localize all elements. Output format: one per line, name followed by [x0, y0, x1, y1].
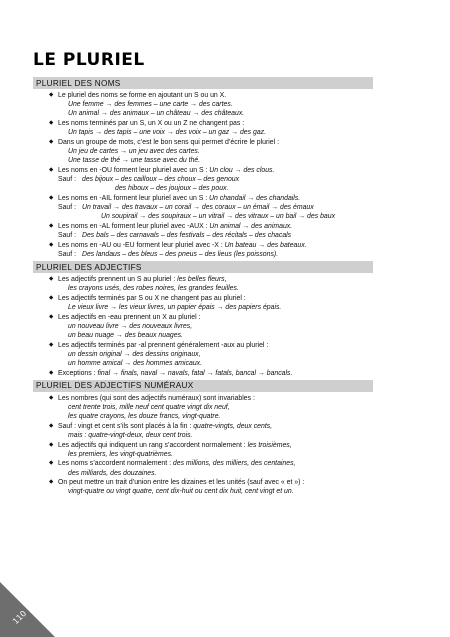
exception-line — [58, 203, 373, 212]
list-item — [33, 394, 373, 422]
rule-line — [58, 222, 373, 231]
diamond-bullet-icon: ◆ — [49, 313, 54, 320]
page-corner — [0, 582, 55, 637]
example-text: les quatre crayons, les douze francs, vingt-quatre. — [68, 413, 221, 421]
diamond-bullet-icon: ◆ — [49, 460, 54, 467]
exception-line — [58, 175, 373, 184]
diamond-bullet-icon: ◆ — [49, 394, 54, 401]
example-text: un homme amical → des hommes amicaux. — [68, 360, 203, 367]
list-item — [33, 341, 373, 369]
example-text: Un chandail → des chandails. — [209, 194, 301, 202]
rule-text: Dans un groupe de mots, c’est le bon sens qui permet d’écrire le pluriel : — [58, 138, 279, 146]
example-text: Un animal → des animaux – un château → des châteaux. — [68, 110, 245, 118]
section-list — [33, 394, 373, 497]
exception-label: Sauf : — [58, 250, 77, 258]
example-text: des bijoux – des cailloux – des choux – des genoux — [82, 176, 240, 183]
rule-line — [58, 441, 373, 450]
page-content — [33, 50, 373, 497]
example-text: quatre-vingts, deux cents, — [193, 422, 273, 430]
list-item — [33, 459, 373, 477]
diamond-bullet-icon: ◆ — [49, 369, 54, 376]
section-heading: PLURIEL DES ADJECTIFS NUMÉRAUX — [33, 380, 373, 392]
example-text: Le vieux livre → les vieux livres, un papier épais → des papiers épais. — [68, 304, 282, 311]
example-text: des milliards, des douzaines. — [68, 469, 157, 477]
exception-label: Sauf : — [58, 204, 77, 211]
example-text: mais : quatre-vingt-deux, deux cent trois. — [68, 432, 193, 439]
example-text: final → finals, naval → navals, fatal → fatals, bancal → bancals. — [97, 369, 293, 377]
exception-line — [58, 250, 373, 259]
rule-line — [58, 369, 373, 378]
list-item — [33, 313, 373, 341]
rule-text: Sauf : vingt et cent s’ils sont placés à la fin : — [58, 422, 194, 430]
page-number: 110 — [11, 608, 29, 627]
rule-text: Les noms en -OU forment leur pluriel avec un S : — [58, 166, 210, 174]
rule-text: Exceptions : — [58, 369, 98, 377]
list-item — [33, 478, 373, 496]
diamond-bullet-icon: ◆ — [49, 422, 54, 429]
example-text: un dessin original → des dessins originaux, — [68, 350, 201, 358]
list-item — [33, 119, 373, 137]
list-item — [33, 441, 373, 459]
rule-text: Les noms s’accordent normalement : — [58, 460, 173, 468]
rule-text: Le pluriel des noms se forme en ajoutant un S ou un X. — [58, 92, 227, 99]
rule-text: Les adjectifs en -eau prennent un X au pluriel : — [58, 313, 201, 321]
list-item — [33, 222, 373, 240]
section-list — [33, 91, 373, 259]
diamond-bullet-icon: ◆ — [49, 166, 54, 173]
example-text: Un tapis → des tapis – une voix → des voix – un gaz → des gaz. — [68, 129, 267, 137]
rule-text: Les adjectifs terminés par S ou X ne changent pas au pluriel : — [58, 294, 246, 302]
list-item — [33, 166, 373, 194]
diamond-bullet-icon: ◆ — [49, 222, 54, 229]
page-title: LE PLURIEL — [33, 50, 145, 70]
section-heading: PLURIEL DES NOMS — [33, 77, 373, 89]
diamond-bullet-icon: ◆ — [49, 120, 54, 126]
example-text: Une tasse de thé → une tasse avec du thé. — [68, 157, 201, 165]
list-item — [33, 369, 373, 378]
rule-text: Les adjectifs qui indiquent un rang s’accordent normalement : — [58, 441, 248, 449]
list-item — [33, 194, 373, 222]
rule-line — [58, 241, 373, 250]
section-heading: PLURIEL DES ADJECTIFS — [33, 261, 373, 273]
example-text: les premiers, les vingt-quatrièmes. — [68, 450, 173, 458]
rule-text: Les noms en -AU ou -EU forment leur pluriel avec -X : — [58, 241, 225, 249]
diamond-bullet-icon: ◆ — [49, 92, 54, 98]
diamond-bullet-icon: ◆ — [49, 138, 54, 145]
rule-line — [58, 459, 373, 468]
example-text: des millions, des milliers, des centaines, — [172, 460, 296, 468]
example-text: Un jeu de cartes → un jeu avec des cartes. — [68, 148, 200, 155]
diamond-bullet-icon: ◆ — [49, 276, 54, 282]
rule-line — [58, 166, 373, 175]
example-text: les crayons usés, des robes noires, les grandes feuilles. — [68, 285, 239, 293]
example-text: Des landaus – des bleus – des pneus – des lieus (les poissons). — [82, 250, 279, 258]
diamond-bullet-icon: ◆ — [49, 441, 54, 448]
example-text: Un travail → des travaux – un corail → des coraux – un émail → des émaux — [82, 204, 314, 211]
list-item — [33, 275, 373, 293]
rule-line — [58, 275, 373, 284]
diamond-bullet-icon: ◆ — [49, 479, 54, 486]
example-text: les belles fleurs, — [177, 276, 227, 283]
example-text: cent trente trois, mille neuf cent quatre vingt dix neuf, — [68, 404, 230, 411]
example-text: Un clou → des clous. — [209, 166, 275, 174]
list-item — [33, 422, 373, 440]
rule-text: Les noms en -AL forment leur pluriel avec -AUX : — [58, 222, 210, 230]
example-text: les troisièmes, — [247, 441, 292, 449]
rule-text: Les noms en -AIL forment leur pluriel avec un S : — [58, 194, 210, 202]
list-item — [33, 241, 373, 259]
list-item — [33, 138, 373, 166]
list-item — [33, 91, 373, 119]
sections-container — [33, 77, 373, 497]
example-text: un beau nuage → des beaux nuages. — [68, 332, 183, 339]
rule-line — [58, 422, 373, 431]
rule-text: Les nombres (qui sont des adjectifs numéraux) sont invariables : — [58, 394, 255, 402]
example-text: Un bateau → des bateaux. — [224, 241, 307, 249]
example-text: des hiboux – des joujoux – des poux. — [115, 185, 229, 193]
example-text: un nouveau livre → des nouveaux livres, — [68, 322, 193, 330]
rule-line — [58, 194, 373, 203]
diamond-bullet-icon: ◆ — [49, 194, 54, 201]
exception-label: Sauf : — [58, 232, 77, 239]
exception-label: Sauf : — [58, 176, 77, 183]
exception-line — [58, 231, 373, 240]
list-item — [33, 294, 373, 312]
diamond-bullet-icon: ◆ — [49, 341, 54, 348]
rule-text: Les adjectifs terminés par -al prennent généralement -aux au pluriel : — [58, 341, 269, 349]
diamond-bullet-icon: ◆ — [49, 294, 54, 301]
rule-text: Les noms terminés par un S, un X ou un Z ne changent pas : — [58, 120, 245, 127]
rule-text: Les adjectifs prennent un S au pluriel : — [58, 276, 178, 283]
example-text: Des bals – des carnavals – des festivals – des récitals – des chacals — [82, 232, 292, 239]
example-text: Une femme → des femmes – une carte → des cartes. — [68, 101, 233, 109]
example-text: Un animal → des animaux. — [209, 222, 293, 230]
diamond-bullet-icon: ◆ — [49, 241, 54, 248]
rule-text: On peut mettre un trait d’union entre les dizaines et les unités (sauf avec « et ») : — [58, 479, 305, 487]
example-text: vingt-quatre ou vingt quatre, cent dix-huit ou cent dix huit, cent vingt et un. — [68, 488, 294, 496]
section-list — [33, 275, 373, 378]
example-text: Un soupirail → des soupiraux – un vitrail → des vitraux – un bail → des baux — [101, 213, 336, 221]
